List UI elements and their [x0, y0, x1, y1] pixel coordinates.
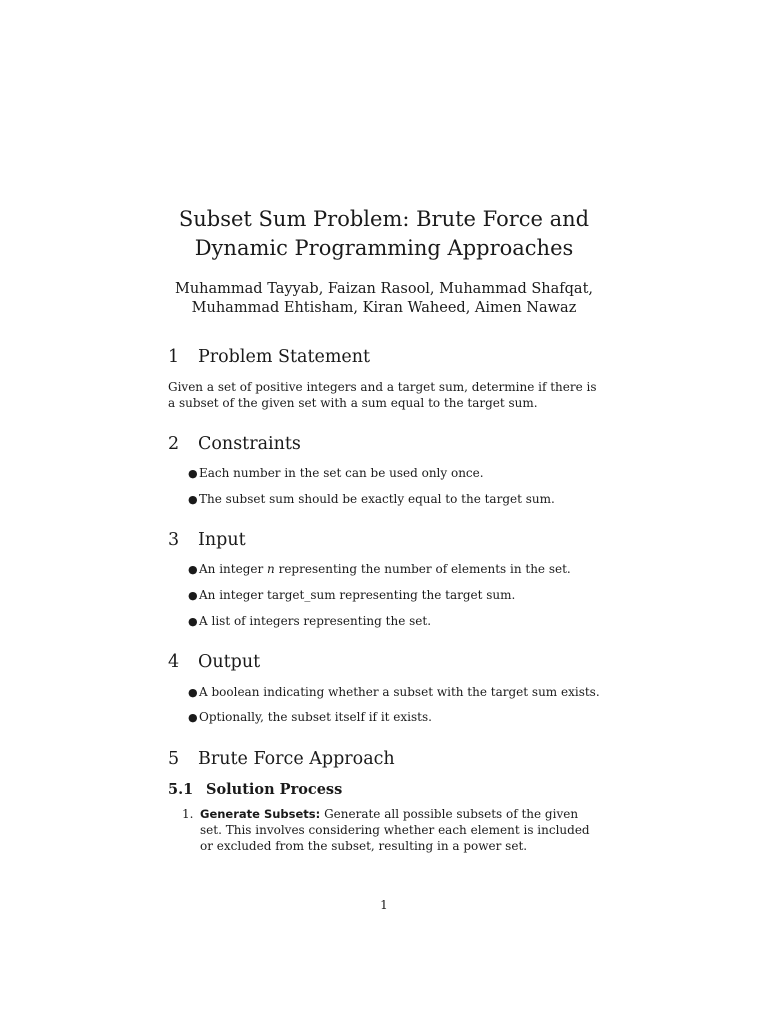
section-heading-problem-statement [168, 346, 370, 368]
authors-line-1: Muhammad Tayyab, Faizan Rasool, Muhammad Shafqat, [174, 281, 593, 297]
bullet-icon: ● [188, 615, 198, 628]
bullet-icon: ● [188, 711, 198, 724]
enumerated-item-body [200, 806, 600, 854]
bullet-icon: ● [188, 467, 198, 480]
list-item [188, 561, 600, 578]
list-item-text-post: representing the number of elements in the set. [274, 562, 571, 576]
enumerated-item-label: Generate Subsets: [200, 807, 321, 821]
section-number: 2 [168, 434, 180, 454]
section-title: Input [198, 530, 246, 550]
section-title: Constraints [198, 434, 301, 454]
section-number: 3 [168, 530, 180, 550]
paper-title: Subset Sum Problem: Brute Force and Dynamic Programming Approaches [178, 207, 590, 260]
list-item-text: A boolean indicating whether a subset with the target sum exists. [199, 685, 600, 699]
section-heading-input [168, 529, 246, 551]
list-item [188, 709, 600, 726]
subsection-heading-solution-process [168, 780, 342, 799]
bullet-icon: ● [188, 589, 198, 602]
list-item-text-pre: An integer [199, 562, 268, 576]
list-item [188, 465, 600, 482]
enumerated-item-text: Generate all possible subsets of the given set. This involves considering whether each element is included or excluded from the subset, resulting in a power set. [200, 807, 590, 853]
bullet-icon: ● [188, 686, 198, 699]
list-item-text: The subset sum should be exactly equal to the target sum. [199, 492, 555, 506]
section-number: 1 [168, 347, 180, 367]
section-heading-constraints [168, 433, 301, 455]
list-item [188, 613, 600, 630]
enumerated-item [182, 806, 600, 854]
list-item-text: Optionally, the subset itself if it exists. [199, 710, 432, 724]
section-heading-brute-force [168, 748, 395, 770]
bullet-icon: ● [188, 493, 198, 506]
list-item-text: An integer target_sum representing the target sum. [199, 588, 516, 602]
subsection-title: Solution Process [206, 781, 343, 798]
section-number: 4 [168, 652, 180, 672]
enumerated-item-number: 1. [182, 807, 194, 821]
subsection-number: 5.1 [168, 781, 194, 798]
authors-line-2: Muhammad Ehtisham, Kiran Waheed, Aimen Nawaz [191, 300, 577, 316]
list-item [188, 587, 600, 604]
section-number: 5 [168, 749, 180, 769]
list-item [188, 491, 600, 508]
section-title: Brute Force Approach [198, 749, 395, 769]
section-heading-output [168, 651, 260, 673]
problem-statement-text: Given a set of positive integers and a target sum, determine if there is a subset of the given set with a sum equal to the target sum. [168, 380, 597, 410]
math-variable: n [267, 562, 275, 576]
author-list [168, 280, 600, 318]
bullet-icon: ● [188, 563, 198, 576]
list-item-text: A list of integers representing the set. [199, 614, 432, 628]
section-title: Problem Statement [198, 347, 371, 367]
list-item-text: Each number in the set can be used only once. [199, 466, 484, 480]
list-item [188, 684, 600, 701]
page-number: 1 [380, 898, 388, 912]
section-title: Output [198, 652, 261, 672]
